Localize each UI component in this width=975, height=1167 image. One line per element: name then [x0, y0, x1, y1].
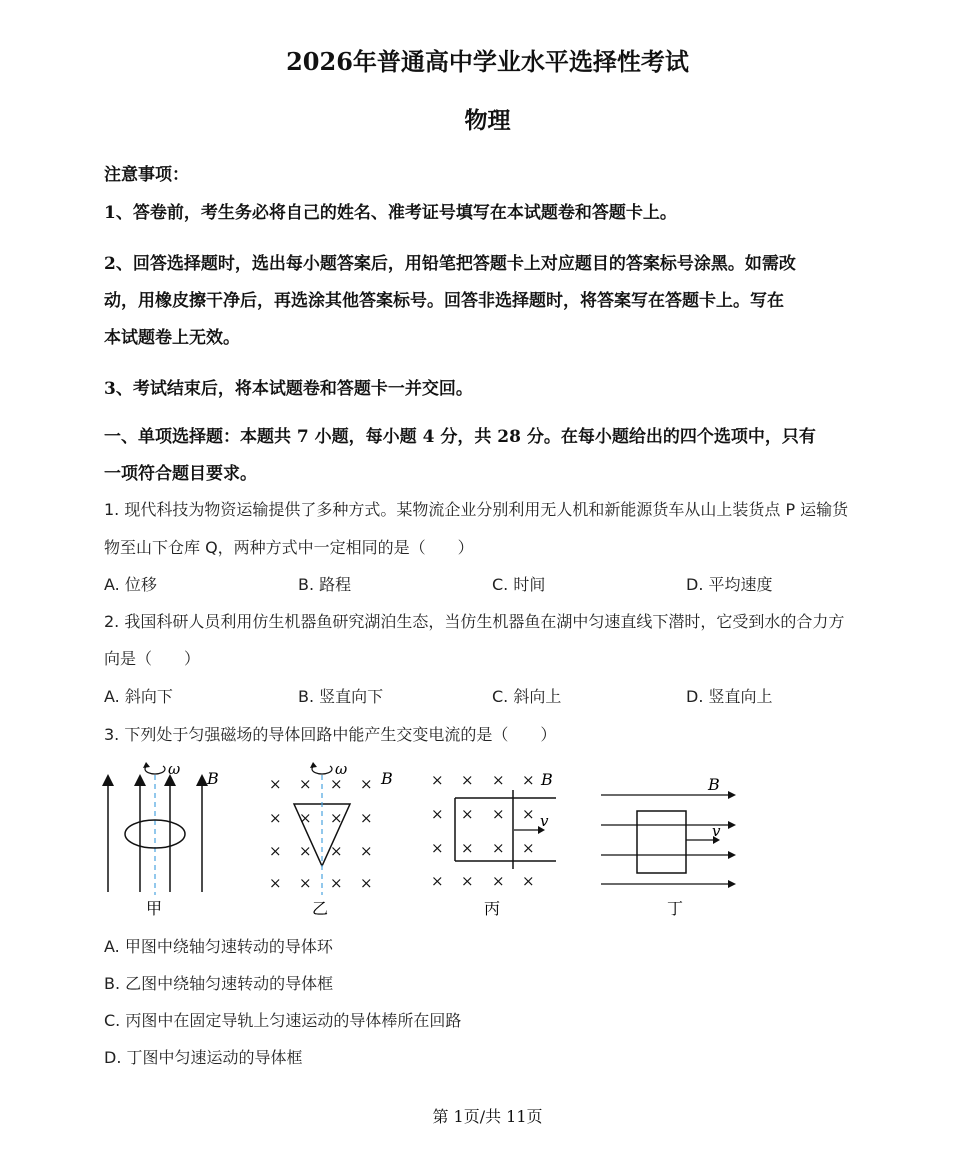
svg-text:×: ×	[269, 775, 282, 793]
svg-text:×: ×	[461, 771, 474, 789]
question-2-option-c: C. 斜向上	[492, 687, 562, 706]
svg-text:×: ×	[330, 874, 343, 892]
field-label: B	[207, 769, 219, 788]
svg-text:×: ×	[299, 842, 312, 860]
figure-caption-bing: 丙	[484, 899, 501, 918]
question-3-line-1: 3. 下列处于匀强磁场的导体回路中能产生交变电流的是（ ）	[104, 725, 557, 744]
question-1-option-a: A. 位移	[104, 575, 157, 594]
velocity-label: v	[540, 812, 549, 830]
question-1-line-2: 物至山下仓库 Q，两种方式中一定相同的是（ ）	[104, 538, 474, 557]
question-2-line-1: 2. 我国科研人员利用仿生机器鱼研究湖泊生态，当仿生机器鱼在湖中匀速直线下潜时，它受到水的合力方	[104, 612, 845, 631]
page-number: 第 1页/共 11页	[432, 1107, 543, 1126]
velocity-label: v	[712, 822, 721, 840]
exam-title: 2026年普通高中学业水平选择性考试	[286, 47, 689, 76]
figure-caption-yi: 乙	[312, 899, 329, 918]
field-label: B	[381, 769, 393, 788]
notice-item-1: 1、答卷前，考生务必将自己的姓名、准考证号填写在本试题卷和答题卡上。	[104, 203, 677, 223]
notice-item-2-line-2: 动，用橡皮擦干净后，再选涂其他答案标号。回答非选择题时，将答案写在答题卡上。写在	[104, 291, 784, 311]
figure-jia	[108, 760, 219, 918]
svg-text:×: ×	[522, 839, 535, 857]
field-label: B	[708, 775, 720, 794]
question-3-option-a: A. 甲图中绕轴匀速转动的导体环	[104, 937, 333, 956]
svg-text:×: ×	[269, 842, 282, 860]
omega-label: ω	[335, 760, 348, 778]
svg-text:×: ×	[269, 809, 282, 827]
notice-heading: 注意事项：	[104, 165, 189, 185]
question-1-option-d: D. 平均速度	[686, 575, 773, 594]
svg-text:×: ×	[299, 809, 312, 827]
figure-yi	[269, 760, 393, 918]
figure-caption-jia: 甲	[146, 899, 163, 918]
question-3-option-b: B. 乙图中绕轴匀速转动的导体框	[104, 974, 334, 993]
svg-text:×: ×	[492, 872, 505, 890]
conducting-frame	[637, 811, 686, 873]
question-2-line-2: 向是（ ）	[104, 649, 201, 668]
svg-text:×: ×	[431, 771, 444, 789]
question-1-option-b: B. 路程	[298, 575, 352, 594]
question-3-option-c: C. 丙图中在固定导轨上匀速运动的导体棒所在回路	[104, 1011, 462, 1030]
svg-text:×: ×	[360, 842, 373, 860]
notice-item-3: 3、考试结束后，将本试题卷和答题卡一并交回。	[104, 379, 473, 399]
svg-text:×: ×	[431, 805, 444, 823]
svg-text:×: ×	[431, 839, 444, 857]
figure-ding	[601, 775, 736, 918]
svg-text:×: ×	[431, 872, 444, 890]
notice-item-2-line-1: 2、回答选择题时，选出每小题答案后，用铅笔把答题卡上对应题目的答案标号涂黑。如需改	[104, 254, 796, 274]
section-1-instructions-line-1: 一、单项选择题：本题共 7 小题，每小题 4 分，共 28 分。在每小题给出的四个选项中，只有	[104, 427, 816, 447]
question-3-option-d: D. 丁图中匀速运动的导体框	[104, 1048, 303, 1067]
svg-text:×: ×	[299, 874, 312, 892]
field-label: B	[541, 770, 553, 789]
omega-label: ω	[168, 760, 181, 778]
subject-title: 物理	[464, 107, 511, 134]
notice-item-2-line-3: 本试题卷上无效。	[104, 328, 240, 348]
svg-text:×: ×	[492, 771, 505, 789]
svg-text:×: ×	[330, 775, 343, 793]
figure-bing	[431, 770, 556, 918]
svg-text:×: ×	[492, 839, 505, 857]
svg-text:×: ×	[330, 809, 343, 827]
svg-text:×: ×	[522, 805, 535, 823]
section-1-instructions-line-2: 一项符合题目要求。	[104, 464, 257, 484]
svg-text:×: ×	[461, 839, 474, 857]
field-crosses	[269, 775, 373, 892]
svg-text:×: ×	[269, 874, 282, 892]
svg-text:×: ×	[299, 775, 312, 793]
svg-text:×: ×	[522, 872, 535, 890]
question-2-option-a: A. 斜向下	[104, 687, 173, 706]
svg-text:×: ×	[461, 805, 474, 823]
svg-text:×: ×	[522, 771, 535, 789]
svg-text:×: ×	[461, 872, 474, 890]
svg-text:×: ×	[360, 775, 373, 793]
svg-text:×: ×	[360, 809, 373, 827]
question-2-option-b: B. 竖直向下	[298, 687, 384, 706]
svg-text:×: ×	[330, 842, 343, 860]
svg-text:×: ×	[360, 874, 373, 892]
question-1-line-1: 1. 现代科技为物资运输提供了多种方式。某物流企业分别利用无人机和新能源货车从山上装货点 P 运输货	[104, 500, 849, 519]
question-1-option-c: C. 时间	[492, 575, 546, 594]
question-2-option-d: D. 竖直向上	[686, 687, 773, 706]
figure-caption-ding: 丁	[667, 899, 684, 918]
svg-text:×: ×	[492, 805, 505, 823]
